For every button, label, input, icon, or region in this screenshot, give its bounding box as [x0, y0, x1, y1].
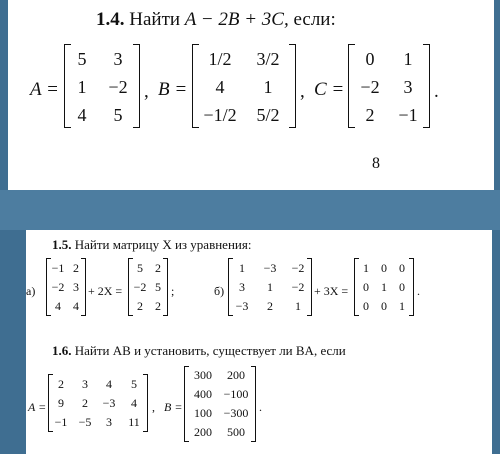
bracket-left: [348, 44, 355, 128]
matrix-cell: 1: [77, 77, 87, 97]
problems-panel: [26, 230, 492, 454]
matrix-cell: −2: [108, 77, 128, 97]
matrix-cell: −2: [360, 77, 380, 97]
matrix-cell: −1: [54, 415, 68, 429]
problem-text: Найти матрицу X из уравнения:: [74, 237, 252, 252]
matrix-cell: −1/2: [203, 105, 237, 125]
matrix-cell: 11: [128, 415, 140, 429]
matrix-cell: 2: [155, 261, 161, 275]
matrix-cell: 200: [227, 368, 245, 382]
problem-expression: A − 2B + 3C,: [184, 9, 289, 30]
problem-1-5-heading: [52, 238, 251, 251]
matrix-b: [184, 366, 256, 442]
bracket-right: [81, 258, 86, 316]
matrix-cell: 3: [239, 280, 245, 294]
matrix-cell: 4: [131, 396, 137, 410]
matrix-cell: 4: [106, 377, 112, 391]
matrix-cell: −2: [51, 280, 65, 294]
matrix-cell: 300: [194, 368, 212, 382]
matrix-b: [192, 44, 296, 128]
bracket-left: [192, 44, 199, 128]
matrix-cell: 0: [381, 299, 387, 313]
matrix-cell: 2: [365, 105, 375, 125]
matrix-cell: −2: [133, 280, 147, 294]
matrix-cell: 1: [239, 261, 245, 275]
matrix-cell: 1: [363, 261, 369, 275]
equation-middle: + 3X =: [314, 284, 349, 298]
matrix-cell: 0: [363, 280, 369, 294]
bracket-left: [48, 374, 53, 432]
part-b-label: б): [214, 284, 225, 298]
matrix-cell: 100: [194, 406, 212, 420]
end-semicolon: ;: [171, 284, 175, 298]
matrix-cell: 1/2: [208, 49, 232, 69]
matrix-cell: 0: [365, 49, 375, 69]
problem-1-4-heading: [96, 10, 336, 29]
matrix-b-label: B =: [158, 79, 188, 100]
matrix-a: [64, 44, 140, 128]
matrix-cell: 5: [113, 105, 123, 125]
matrix-cell: 2: [73, 261, 79, 275]
matrix-a-label: A =: [28, 400, 47, 414]
problem-1-6-heading: [52, 344, 346, 357]
bracket-left: [64, 44, 71, 128]
separator: ,: [152, 400, 155, 414]
end-period: .: [417, 284, 420, 298]
matrix-cell: 500: [227, 425, 245, 439]
matrix-cell: 5: [155, 280, 161, 294]
matrix-cell: 2: [155, 299, 161, 313]
separator: ,: [300, 81, 305, 102]
matrix-cell: 1: [267, 280, 273, 294]
matrix-b-label: B =: [164, 400, 183, 414]
bracket-left: [184, 366, 189, 442]
matrix-cell: 0: [399, 261, 405, 275]
matrix-a-label: A =: [30, 79, 59, 100]
matrix-cell: 5: [131, 377, 137, 391]
bracket-right: [289, 44, 296, 128]
bracket-right: [423, 44, 430, 128]
matrix-cell: 3: [73, 280, 79, 294]
matrix-cell: −100: [223, 387, 249, 401]
bracket-left: [128, 258, 133, 316]
matrix-c-label: C =: [314, 79, 345, 100]
problem-number: 1.5.: [52, 237, 72, 252]
matrix-cell: 2: [267, 299, 273, 313]
matrix-cell: 5: [137, 261, 143, 275]
problem-prompt: Найти: [129, 9, 181, 30]
end-period: .: [259, 400, 262, 414]
separator: ,: [144, 81, 149, 102]
matrix-cell: 3: [403, 77, 413, 97]
matrix-cell: −3: [235, 299, 249, 313]
matrix-cell: 400: [194, 387, 212, 401]
matrix-cell: −300: [223, 406, 249, 420]
part-a-label: а): [26, 284, 36, 298]
matrix-a: [48, 374, 148, 432]
matrix-cell: −5: [78, 415, 92, 429]
matrix-cell: 0: [363, 299, 369, 313]
matrix-cell: 1: [381, 280, 387, 294]
matrix-cell: 3: [113, 49, 123, 69]
matrix-cell: 4: [215, 77, 225, 97]
matrix-cell: 2: [58, 377, 64, 391]
bracket-right: [251, 366, 256, 442]
matrix-cell: 2: [137, 299, 143, 313]
problem-tail: если:: [293, 9, 336, 30]
matrix-cell: 0: [381, 261, 387, 275]
matrix-cell: −1: [398, 105, 418, 125]
bracket-left: [228, 258, 233, 316]
bracket-right: [409, 258, 414, 316]
matrix-a-left: [46, 258, 86, 316]
matrix-cell: −3: [263, 261, 277, 275]
matrix-cell: 3: [82, 377, 88, 391]
problem-1-4-panel: [8, 0, 494, 190]
matrix-cell: 3/2: [256, 49, 280, 69]
matrix-cell: 1: [263, 77, 273, 97]
background-band: [0, 190, 500, 230]
bracket-left: [46, 258, 51, 316]
bracket-right: [163, 258, 168, 316]
problem-text: Найти AB и установить, существует ли BA, если: [74, 343, 346, 358]
matrix-cell: 200: [194, 425, 212, 439]
bracket-right: [307, 258, 312, 316]
matrix-c: [348, 44, 430, 128]
bracket-right: [143, 374, 148, 432]
matrix-cell: −2: [291, 280, 305, 294]
matrix-cell: 1: [403, 49, 413, 69]
matrix-a-right: [128, 258, 168, 316]
bracket-right: [133, 44, 140, 128]
end-period: .: [434, 81, 439, 102]
matrix-cell: 3: [106, 415, 112, 429]
matrix-cell: 2: [82, 396, 88, 410]
matrix-cell: −2: [291, 261, 305, 275]
problem-number: 1.4.: [96, 9, 125, 30]
bracket-left: [354, 258, 359, 316]
matrix-cell: 5/2: [256, 105, 280, 125]
page-number: 8: [372, 155, 380, 172]
matrix-cell: 0: [399, 280, 405, 294]
matrix-cell: 4: [77, 105, 87, 125]
equation-middle: + 2X =: [88, 284, 123, 298]
matrix-cell: 1: [295, 299, 301, 313]
matrix-cell: 1: [399, 299, 405, 313]
matrix-cell: 4: [73, 299, 79, 313]
problem-number: 1.6.: [52, 343, 72, 358]
matrix-cell: 4: [55, 299, 61, 313]
matrix-cell: −1: [51, 261, 65, 275]
matrix-b-left: [228, 258, 312, 316]
matrix-cell: 5: [77, 49, 87, 69]
matrix-b-right: [354, 258, 414, 316]
matrix-cell: −3: [102, 396, 116, 410]
matrix-cell: 9: [58, 396, 64, 410]
